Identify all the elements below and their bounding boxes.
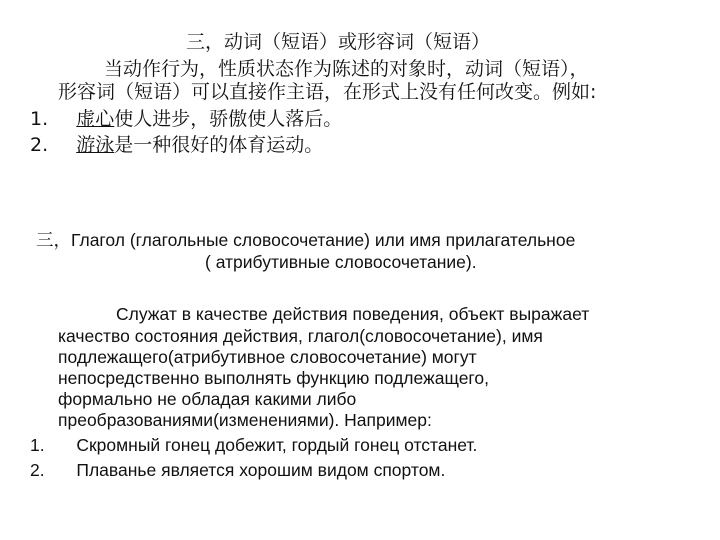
russian-para-line-6: преобразованиями(изменениями). Например:: [58, 410, 432, 430]
russian-para-line-1: Служат в качестве действия поведения, объект выражает: [116, 304, 590, 324]
example-text: Плаванье является хорошим видом спортом.: [76, 460, 446, 480]
russian-example-2: [30, 460, 445, 480]
list-number: 2.: [30, 134, 49, 156]
chinese-intro-line-2: 形容词（短语）可以直接作主语，在形式上没有任何改变。例如:: [58, 81, 597, 103]
list-number: 1.: [30, 435, 45, 455]
russian-para-line-5: формально не обладая какими либо: [58, 389, 357, 409]
underlined-subject: 游泳: [76, 134, 115, 156]
list-number: 2.: [30, 460, 45, 480]
russian-para-line-3: подлежащего(атрибутивное словосочетание) могут: [58, 347, 477, 367]
underlined-subject: 虚心: [76, 108, 115, 130]
example-text: 使人进步，骄傲使人落后。: [114, 108, 343, 130]
chinese-intro-line-1: 当动作行为，性质状态作为陈述的对象时，动词（短语），: [104, 58, 589, 80]
list-number: 1.: [30, 108, 49, 130]
chinese-example-1: [30, 107, 342, 131]
russian-para-line-2: качество состояния действия, глагол(словосочетание), имя: [58, 326, 543, 346]
chinese-title: 三，动词（短语）或形容词（短语）: [186, 31, 491, 53]
russian-example-1: [30, 435, 477, 455]
russian-heading-line-1: 三，Глагол (глагольные словосочетание) или имя прилагательное: [36, 230, 576, 250]
example-text: 是一种很好的体育运动。: [114, 134, 324, 156]
russian-para-line-4: непосредственно выполнять функцию подлежащего,: [58, 368, 490, 388]
chinese-example-2: [30, 133, 323, 157]
example-text: Скромный гонец добежит, гордый гонец отстанет.: [76, 435, 478, 455]
russian-heading-line-2: ( атрибутивные словосочетание).: [205, 252, 477, 272]
